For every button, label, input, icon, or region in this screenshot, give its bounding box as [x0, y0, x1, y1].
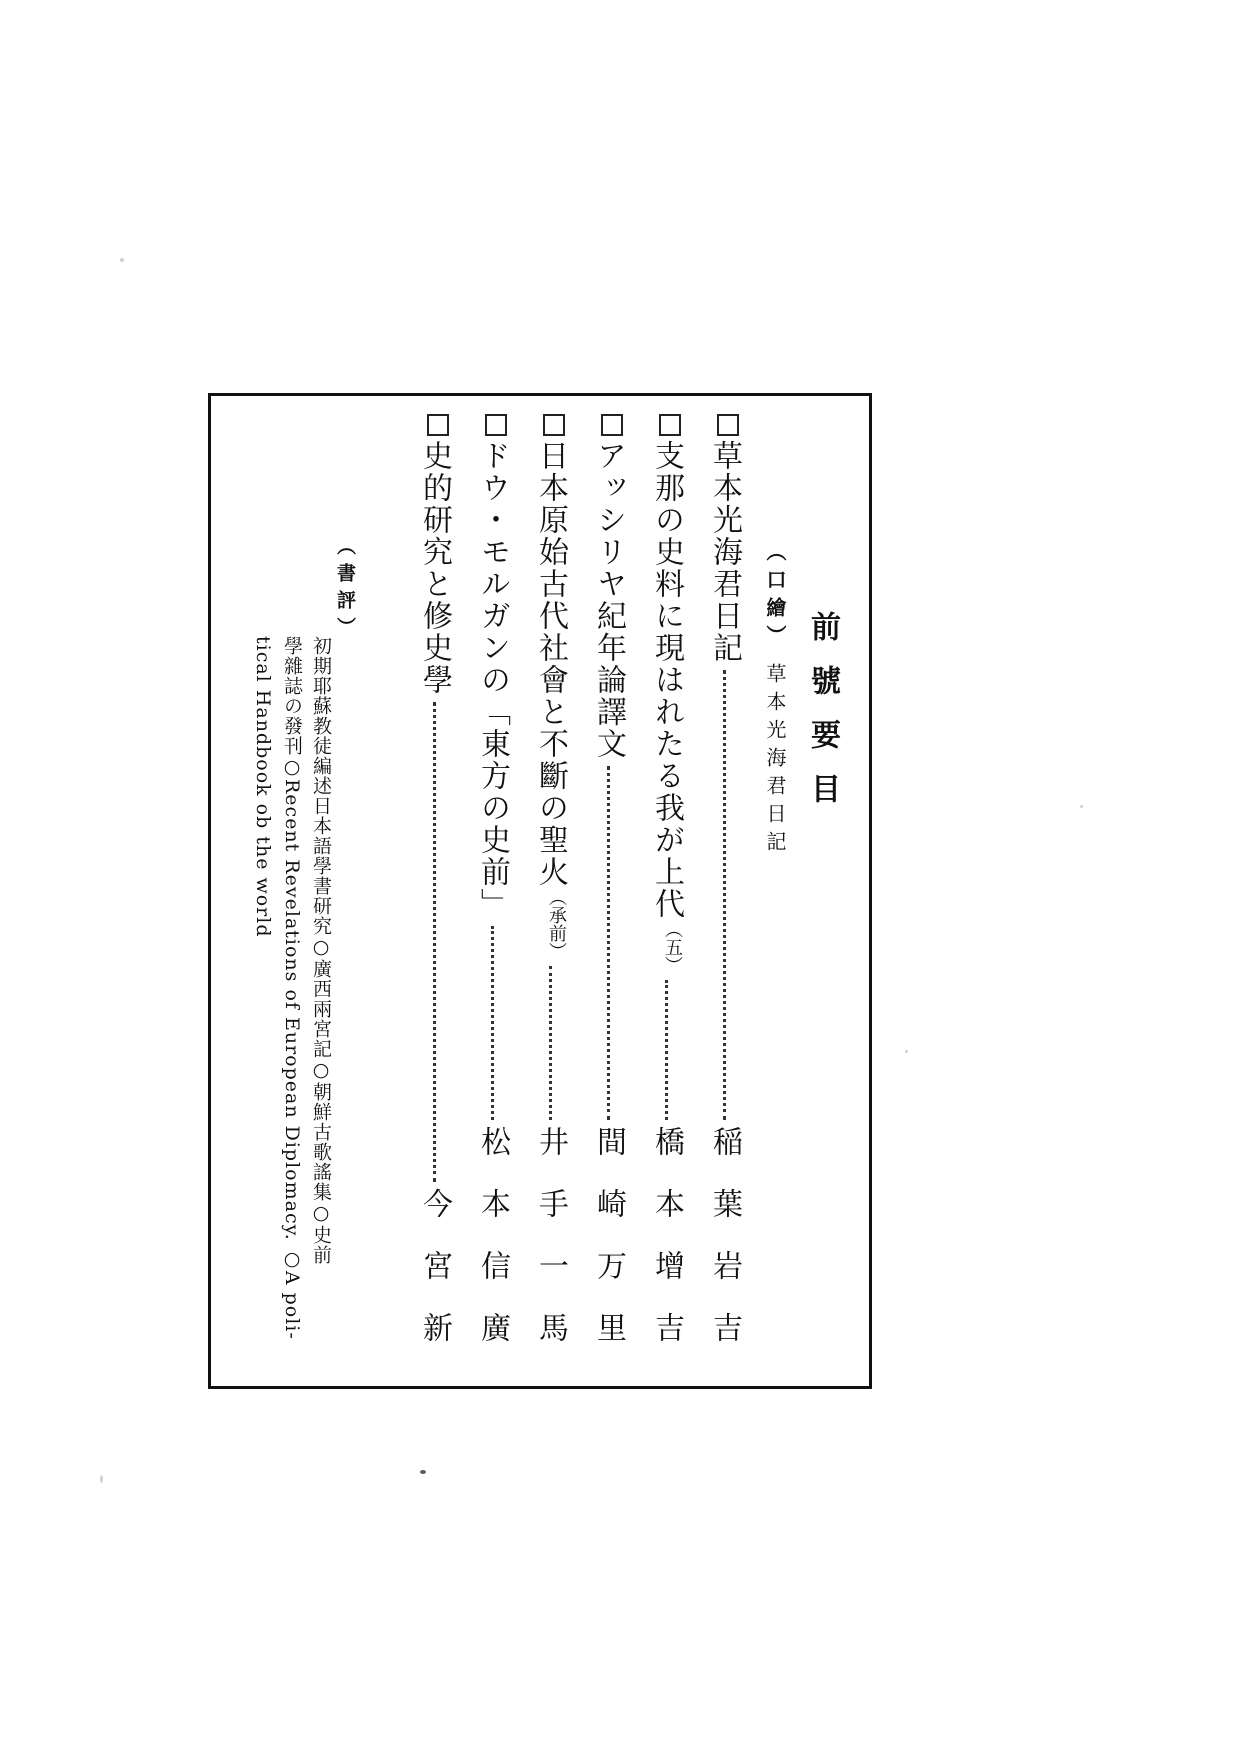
contents-frame: [208, 393, 872, 1389]
frontispiece-tag: （口繪）: [763, 541, 787, 653]
entry-title: 草本光海君日記: [707, 440, 742, 664]
contents-entry: [649, 414, 684, 1374]
leader-dots: [723, 670, 726, 1120]
entry-author: 稲葉岩吉: [707, 1126, 742, 1374]
entry-author: 橋本增吉: [649, 1126, 684, 1374]
entry-box-icon: [427, 414, 449, 436]
scan-speck: [1080, 805, 1083, 808]
entry-author: 松本信廣: [475, 1126, 510, 1374]
entry-author: 今宮新: [417, 1188, 452, 1374]
contents-entry: [591, 414, 626, 1374]
entry-box-icon: [717, 414, 739, 436]
contents-entry: [417, 414, 452, 1374]
entry-box-icon: [543, 414, 565, 436]
entry-box-icon: [601, 414, 623, 436]
entry-title: 日本原始古代社會と不斷の聖火: [533, 440, 568, 888]
entry-title: ドウ・モルガンの「東方の史前」: [475, 440, 510, 920]
entry-title: アッシリヤ紀年論譯文: [591, 440, 626, 760]
entry-title: 支那の史料に現はれたる我が上代: [649, 440, 684, 920]
frontispiece-line: [765, 541, 785, 859]
entry-box-icon: [485, 414, 507, 436]
contents-entry: [475, 414, 510, 1374]
leader-dots: [549, 966, 552, 1120]
entry-author: 間崎万里: [591, 1126, 626, 1374]
entry-note: （五）: [662, 920, 683, 974]
review-line-2: 學雜誌の發刊○Recent Revelations of European Diplomacy. ○A poli-: [281, 636, 303, 1340]
scan-speck: [120, 258, 124, 262]
scan-speck: [420, 1470, 426, 1474]
frontispiece-title: 草本光海君日記: [763, 663, 787, 859]
entry-title: 史的研究と修史學: [417, 440, 452, 696]
leader-dots: [665, 980, 668, 1120]
entry-note: （承前）: [546, 888, 567, 960]
scan-speck: [905, 1050, 908, 1053]
scan-speck: [100, 1475, 103, 1483]
contents-entry: [533, 414, 568, 1374]
review-line-1: 初期耶蘇教徒編述日本語學書研究○廣西兩宮記○朝鮮古歌謠集○史前: [310, 636, 332, 1265]
review-line-3: tical Handbook ob the world: [252, 636, 274, 938]
review-tag: （書評）: [334, 536, 356, 644]
leader-dots: [491, 926, 494, 1120]
contents-entry: [707, 414, 742, 1374]
leader-dots: [607, 766, 610, 1120]
entry-box-icon: [659, 414, 681, 436]
leader-dots: [433, 702, 436, 1182]
entry-author: 井手一馬: [533, 1126, 568, 1374]
page-heading: 前號要目: [805, 611, 840, 827]
